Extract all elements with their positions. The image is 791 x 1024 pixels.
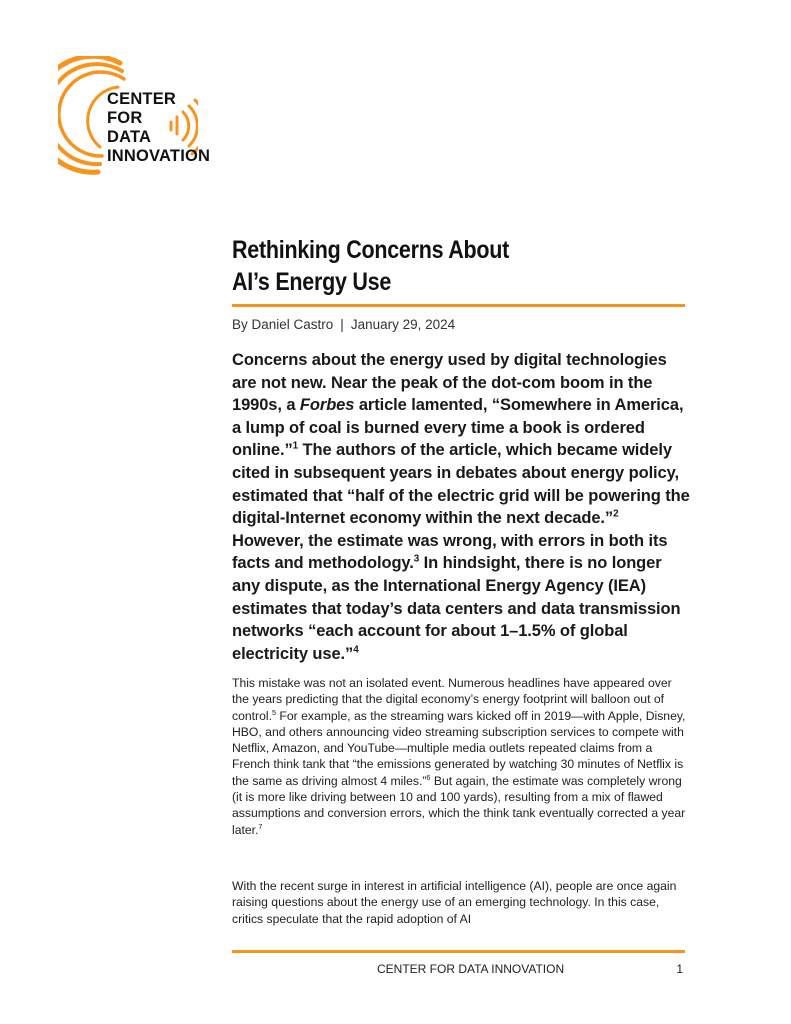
body-paragraph: With the recent surge in interest in artificial intelligence (AI), people are once again raising questions about the energy use of an emerging technology. In this case, critics speculate that the rapid adoption of AI — [232, 879, 677, 926]
body-text: This mistake was not an isolated event. Numerous headlines have appeared over the years predicting that the digital economy’s energy footprint will balloon out of control. — [232, 676, 672, 723]
footnote-ref[interactable]: 2 — [613, 508, 619, 520]
byline — [232, 317, 455, 332]
lead-text: The authors of the article, which became widely cited in subsequent years in debates about energy policy, estimated that “half of the electric grid will be powering the digital-Internet economy within the next decade.” — [232, 441, 690, 528]
logo-line: DATA — [107, 128, 152, 146]
logo-wordmark — [107, 90, 210, 166]
footnote-ref[interactable]: 5 — [271, 707, 277, 717]
author: By Daniel Castro — [232, 317, 334, 332]
lead-text: article lamented, “Somewhere in America, a lump of coal is burned every time a book is ordered online.” — [232, 396, 684, 460]
footnote-ref[interactable]: 4 — [353, 644, 359, 656]
title-divider — [232, 304, 685, 307]
lead-paragraph — [232, 349, 692, 665]
byline-separator: | — [340, 317, 344, 332]
footnote-ref[interactable]: 1 — [292, 440, 299, 452]
lead-text: However, the estimate was wrong, with errors in both its facts and methodology. — [232, 531, 668, 573]
footnote-ref[interactable]: 7 — [258, 821, 263, 831]
logo-line: CENTER — [107, 90, 177, 108]
logo-line: FOR — [107, 109, 143, 127]
body-paragraph — [232, 675, 688, 838]
center-for-data-innovation-logo — [58, 56, 238, 186]
body-text: But again, the estimate was completely wrong (it is more like driving between 10 and 100 yards), resulting from a mix of flawed assumptions and conversion errors, which the think tank eventually corrected a year later. — [232, 773, 686, 837]
body-text: For example, as the streaming wars kicked off in 2019—with Apple, Disney, HBO, and others announcing video streaming subscription services to compete with Netflix, Amazon, and YouTube—multiple media outlets repeated claims from a French think tank that “the emissions generated by watching 30 minutes of Netflix is the same as driving almost 4 miles.” — [232, 708, 686, 788]
footer-organization: CENTER FOR DATA INNOVATION — [377, 962, 565, 976]
footer-divider — [232, 950, 685, 953]
article-title — [232, 234, 628, 298]
page-number: 1 — [676, 962, 683, 976]
title-line-2: AI’s Energy Use — [232, 268, 392, 296]
footnote-ref[interactable]: 6 — [426, 772, 431, 782]
publication-name: Forbes — [299, 396, 355, 415]
lead-text: In hindsight, there is no longer any dispute, as the International Energy Agency (IEA) estimates that today’s data centers and data transmission networks “each account for about 1–1.5% of global electricity use.” — [232, 554, 681, 663]
publish-date: January 29, 2024 — [350, 317, 456, 332]
footnote-ref[interactable]: 3 — [413, 553, 420, 565]
lead-text: Concerns about the energy used by digital technologies are not new. Near the peak of the dot-com boom in the 1990s, a — [232, 351, 667, 415]
logo-line: INNOVATION — [107, 147, 211, 165]
title-line-1: Rethinking Concerns About — [232, 236, 510, 264]
